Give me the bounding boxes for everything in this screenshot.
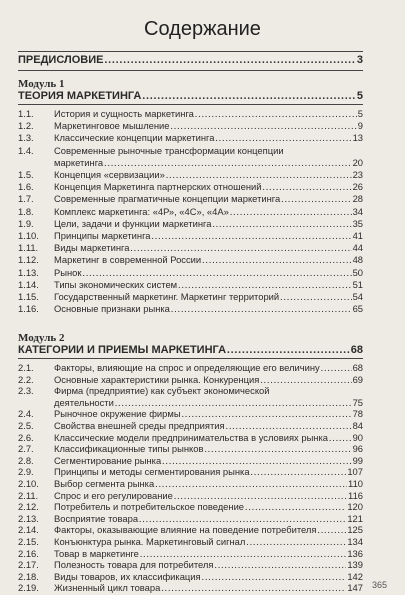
toc-entry-page: 68 <box>352 362 363 373</box>
toc-entry-title: Конъюнктура рынка. Маркетинговый сигнал <box>54 536 246 547</box>
toc-entry-page: 13 <box>352 132 363 144</box>
toc-entry-page: 50 <box>352 266 363 278</box>
page-number: 365 <box>371 580 387 590</box>
toc-entry-page: 41 <box>352 230 363 241</box>
toc-entry[interactable] <box>18 132 363 145</box>
toc-entry-title-cont: маркетинга <box>54 156 104 168</box>
toc-entry-title: Факторы, влияющие на спрос и определяющие его величину <box>54 362 320 373</box>
toc-entry-title: Основные признаки рынка <box>54 303 170 315</box>
toc-entry-number: 2.8. <box>18 454 34 466</box>
toc-entry-page: 96 <box>352 443 363 455</box>
toc-entry-title: Основные характеристики рынка. Конкуренция <box>54 373 260 385</box>
toc-entry-number: 2.9. <box>18 466 34 478</box>
toc-entry-number: 1.8. <box>18 205 34 217</box>
toc-entry[interactable] <box>18 254 363 267</box>
toc-entry-continuation[interactable] <box>18 157 363 170</box>
toc-entry-number: 2.15. <box>18 536 39 547</box>
toc-entry-number: 1.6. <box>18 181 34 193</box>
toc-entry-title: Классификационные типы рынков <box>54 443 204 455</box>
toc-entry-page: 107 <box>347 466 363 478</box>
toc-entry-number: 1.10. <box>18 230 39 241</box>
toc-entry[interactable] <box>18 582 363 595</box>
toc-entry-number: 1.7. <box>18 193 34 205</box>
preface-rule <box>18 70 363 71</box>
toc-entry-number: 2.6. <box>18 431 34 443</box>
toc-entry-page: 20 <box>352 156 363 168</box>
toc-entry-page: 26 <box>352 181 363 193</box>
toc-entry-title: Принципы маркетинга <box>54 230 151 241</box>
toc-entry-title: Маркетинговое мышление <box>54 120 170 132</box>
toc-entry-number: 1.12. <box>18 254 39 266</box>
toc-entry-page: 120 <box>347 501 363 513</box>
toc-entry-title: Типы экономических систем <box>54 278 178 290</box>
toc-entry-page: 147 <box>347 582 363 594</box>
toc-entry[interactable] <box>18 291 363 304</box>
toc-entry-number: 2.13. <box>18 512 39 524</box>
toc-entry-page: 125 <box>347 524 363 536</box>
toc-entry-title: Виды товаров, их классификация <box>54 570 201 582</box>
toc-entry[interactable] <box>18 181 363 194</box>
module1-rule <box>18 104 363 105</box>
toc-entry-title: Рыночное окружение фирмы <box>54 408 181 420</box>
toc-entry-page: 136 <box>347 547 363 559</box>
toc-entry[interactable] <box>18 230 363 243</box>
toc-entry-title: История и сущность маркетинга <box>54 108 194 119</box>
toc-entry-number: 2.4. <box>18 408 34 420</box>
toc-entry[interactable] <box>18 267 363 280</box>
toc-entry-number: 2.10. <box>18 478 39 489</box>
toc-entry-title: Потребитель и потребительское поведение <box>54 501 245 513</box>
toc-entry-page: 78 <box>352 408 363 420</box>
toc-entry-page: 134 <box>347 536 363 547</box>
module1-label: Модуль 1 <box>18 78 65 90</box>
module2-label: Модуль 2 <box>18 332 65 344</box>
toc-entry-page: 110 <box>348 478 363 489</box>
toc-entry-title: Сегментирование рынка <box>54 454 162 466</box>
toc-entry-number: 1.1. <box>18 108 34 119</box>
toc-entry-page: 75 <box>352 396 363 408</box>
toc-entry-title: Маркетинг в современной России <box>54 254 202 266</box>
toc-entry[interactable] <box>18 218 363 231</box>
toc-entry-title: Жизненный цикл товара <box>54 582 161 594</box>
toc-entry-page: 116 <box>348 489 363 501</box>
toc-entry-page: 69 <box>352 373 363 385</box>
toc-entry-page: 90 <box>352 431 363 443</box>
toc-entry-number: 2.11. <box>18 489 39 501</box>
toc-entry-title: Современные рыночные трансформации концепции <box>54 144 284 156</box>
toc-entry[interactable] <box>18 193 363 206</box>
toc-entry-number: 2.12. <box>18 501 39 513</box>
page-title: Содержание <box>144 18 261 40</box>
toc-entry-page: 28 <box>352 193 363 205</box>
toc-entry-title: Полезность товара для потребителя <box>54 559 214 571</box>
toc-entry-number: 1.5. <box>18 169 34 180</box>
toc-entry[interactable] <box>18 242 363 255</box>
toc-entry-page: 139 <box>347 559 363 571</box>
toc-entry-title: Фирма (предприятие) как субъект экономической <box>54 385 270 397</box>
toc-entry-page: 99 <box>352 454 363 466</box>
toc-entry-title: Государственный маркетинг. Маркетинг территорий <box>54 291 280 302</box>
toc-entry-page: 51 <box>352 278 363 290</box>
preface-label: ПРЕДИСЛОВИЕ <box>18 54 104 66</box>
toc-entry-number: 1.11. <box>18 242 39 254</box>
toc-entry-page: 44 <box>352 242 363 254</box>
toc-entry-page: 142 <box>347 570 363 582</box>
toc-entry-number: 1.16. <box>18 303 39 315</box>
toc-entry-title: Восприятие товара <box>54 512 139 524</box>
module2-title: КАТЕГОРИИ И ПРИЕМЫ МАРКЕТИНГА <box>18 344 227 356</box>
toc-entry-title: Классические модели предпринимательства в условиях рынка <box>54 431 329 443</box>
toc-entry-number: 2.14. <box>18 524 39 536</box>
toc-entry-number: 1.13. <box>18 266 39 278</box>
toc-entry-number: 1.3. <box>18 132 34 144</box>
toc-entry-number: 2.18. <box>18 570 39 582</box>
toc-entry-number: 2.16. <box>18 547 39 559</box>
module2-rule <box>18 358 363 359</box>
module2-page: 68 <box>350 344 363 356</box>
toc-entry-number: 2.1. <box>18 362 34 373</box>
toc-entry[interactable] <box>18 279 363 292</box>
toc-entry-number: 2.3. <box>18 385 34 397</box>
toc-entry[interactable] <box>18 303 363 316</box>
toc-entry[interactable] <box>18 206 363 219</box>
toc-entry[interactable] <box>18 108 363 121</box>
toc-entry-title: Современные прагматичные концепции маркетинга <box>54 193 281 205</box>
toc-entry[interactable] <box>18 120 363 133</box>
toc-entry-number: 1.14. <box>18 278 39 290</box>
toc-entry-title: Принципы и методы сегментирования рынка <box>54 466 250 478</box>
toc-entry[interactable] <box>18 385 363 396</box>
toc-entry-number: 1.9. <box>18 217 34 229</box>
module1-title: ТЕОРИЯ МАРКЕТИНГА <box>18 90 142 102</box>
toc-entry-number: 1.4. <box>18 144 34 156</box>
toc-entry-page: 35 <box>352 217 363 229</box>
toc-entry-title: Комплекс маркетинга: «4Р», «4С», «4А» <box>54 205 229 217</box>
toc-entry-number: 2.7. <box>18 443 34 455</box>
toc-entry-title: Спрос и его регулирование <box>54 489 173 501</box>
toc-entry-number: 2.19. <box>18 582 39 594</box>
toc-entry-title: Рынок <box>54 266 82 278</box>
toc-entry-page: 48 <box>352 254 363 266</box>
toc-entry-page: 23 <box>352 169 363 180</box>
toc-entry-title: Классические концепции маркетинга <box>54 132 215 144</box>
top-rule <box>18 51 363 52</box>
toc-entry-title: Концепция «сервизации» <box>54 169 165 180</box>
module2-heading[interactable] <box>18 345 363 356</box>
toc-entry-number: 2.17. <box>18 559 39 571</box>
toc-entry-page: 5 <box>357 108 363 119</box>
toc-entry-title: Факторы, оказывающие влияние на поведение потребителя <box>54 524 317 536</box>
toc-entry-page: 9 <box>357 120 363 132</box>
module1-heading[interactable] <box>18 91 363 102</box>
toc-entry-number: 2.2. <box>18 373 34 385</box>
toc-entry-page: 84 <box>352 420 363 431</box>
toc-entry-number: 1.2. <box>18 120 34 132</box>
toc-entry-title: Свойства внешней среды предприятия <box>54 420 225 431</box>
toc-entry[interactable] <box>18 145 363 156</box>
preface-page: 3 <box>356 54 363 66</box>
module1-page: 5 <box>356 90 363 102</box>
toc-entry-title: Товар в маркетинге <box>54 547 139 559</box>
toc-entry-title: Цели, задачи и функции маркетинга <box>54 217 212 229</box>
toc-entry-title: Концепция Маркетинга партнерских отношений <box>54 181 262 193</box>
toc-entry-page: 34 <box>352 205 363 217</box>
toc-entry[interactable] <box>18 169 363 182</box>
toc-entry-title-cont: деятельности <box>54 396 114 408</box>
toc-entry-number: 1.15. <box>18 291 39 302</box>
toc-entry-title: Выбор сегмента рынка <box>54 478 155 489</box>
toc-entry-page: 54 <box>352 291 363 302</box>
toc-entry-title: Виды маркетинга <box>54 242 130 254</box>
toc-entry-page: 121 <box>347 512 363 524</box>
preface-entry[interactable] <box>18 55 363 66</box>
toc-entry-page: 65 <box>352 303 363 315</box>
toc-entry-number: 2.5. <box>18 420 34 431</box>
